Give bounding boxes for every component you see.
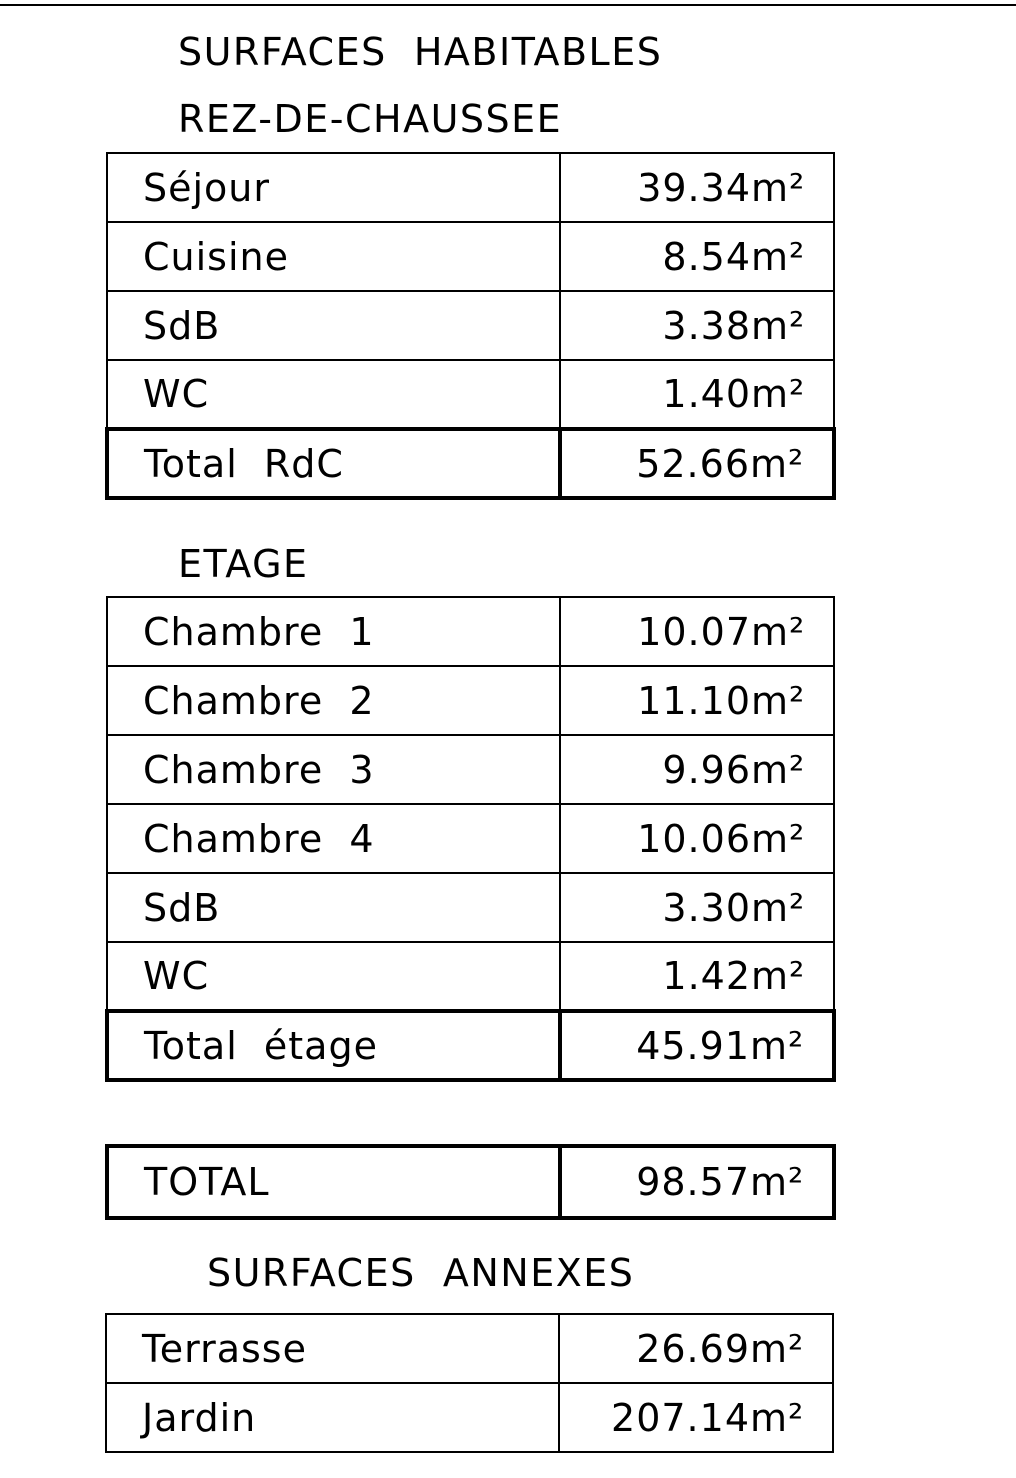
grand-total-row <box>107 1146 834 1218</box>
area-unit: m² <box>750 1326 805 1371</box>
room-label: Cuisine <box>107 222 560 291</box>
etage-total-row <box>107 1011 834 1080</box>
room-label: Chambre 1 <box>107 597 560 666</box>
room-label: SdB <box>107 873 560 942</box>
area-unit: m² <box>751 234 806 279</box>
table-row <box>107 666 834 735</box>
area-value: 11.10 <box>637 678 751 723</box>
room-label: WC <box>107 942 560 1011</box>
area-unit: m² <box>751 885 806 930</box>
table-row <box>107 735 834 804</box>
area-unit: m² <box>751 678 806 723</box>
table-row <box>107 597 834 666</box>
area-value: 10.06 <box>637 816 751 861</box>
area-value: 52.66 <box>636 441 750 486</box>
room-area <box>560 873 834 942</box>
table-row <box>106 1383 833 1452</box>
grand-total-area <box>560 1146 834 1218</box>
area-unit: m² <box>750 441 805 486</box>
area-unit: m² <box>750 1023 805 1068</box>
room-area <box>560 291 834 360</box>
room-label: Chambre 4 <box>107 804 560 873</box>
room-area <box>560 597 834 666</box>
area-unit: m² <box>751 303 806 348</box>
total-label: Total RdC <box>107 429 560 498</box>
area-unit: m² <box>751 609 806 654</box>
grand-total-table <box>105 1144 836 1220</box>
top-border-rule <box>0 4 1016 6</box>
area-value: 45.91 <box>636 1023 750 1068</box>
room-label: Jardin <box>106 1383 559 1452</box>
room-label: SdB <box>107 291 560 360</box>
room-label: Chambre 3 <box>107 735 560 804</box>
area-unit: m² <box>750 1160 805 1204</box>
rdc-total-row <box>107 429 834 498</box>
room-label: Chambre 2 <box>107 666 560 735</box>
area-value: 10.07 <box>637 609 751 654</box>
area-value: 98.57 <box>636 1160 750 1204</box>
table-row <box>107 153 834 222</box>
total-label: Total étage <box>107 1011 560 1080</box>
room-area <box>560 222 834 291</box>
rdc-table <box>105 152 836 500</box>
room-area <box>560 735 834 804</box>
table-row <box>107 804 834 873</box>
area-value: 3.38 <box>662 303 751 348</box>
area-value: 8.54 <box>662 234 751 279</box>
table-row <box>107 873 834 942</box>
room-label: Séjour <box>107 153 560 222</box>
annexes-table <box>105 1313 834 1453</box>
table-row <box>106 1314 833 1383</box>
room-area <box>559 1314 833 1383</box>
area-value: 1.42 <box>662 954 751 998</box>
area-unit: m² <box>751 747 806 792</box>
table-row <box>107 360 834 429</box>
table-row <box>107 222 834 291</box>
area-unit: m² <box>750 1395 805 1440</box>
room-area <box>560 804 834 873</box>
area-value: 26.69 <box>636 1326 750 1371</box>
room-area <box>560 942 834 1011</box>
area-unit: m² <box>751 372 806 416</box>
annexes-heading: SURFACES ANNEXES <box>207 1251 635 1295</box>
room-area <box>559 1383 833 1452</box>
total-area <box>560 429 834 498</box>
room-area <box>560 666 834 735</box>
grand-total-label: TOTAL <box>107 1146 560 1218</box>
etage-heading: ETAGE <box>178 542 309 586</box>
area-unit: m² <box>751 165 806 210</box>
room-label: Terrasse <box>106 1314 559 1383</box>
area-value: 3.30 <box>662 885 751 930</box>
rdc-heading: REZ-DE-CHAUSSEE <box>178 97 563 141</box>
page-title: SURFACES HABITABLES <box>178 30 663 74</box>
room-area <box>560 360 834 429</box>
table-row <box>107 291 834 360</box>
area-value: 1.40 <box>662 372 751 416</box>
area-value: 9.96 <box>662 747 751 792</box>
room-area <box>560 153 834 222</box>
area-unit: m² <box>751 816 806 861</box>
etage-table <box>105 596 836 1082</box>
area-value: 39.34 <box>637 165 751 210</box>
table-row <box>107 942 834 1011</box>
area-unit: m² <box>751 954 806 998</box>
total-area <box>560 1011 834 1080</box>
area-value: 207.14 <box>611 1395 750 1440</box>
room-label: WC <box>107 360 560 429</box>
